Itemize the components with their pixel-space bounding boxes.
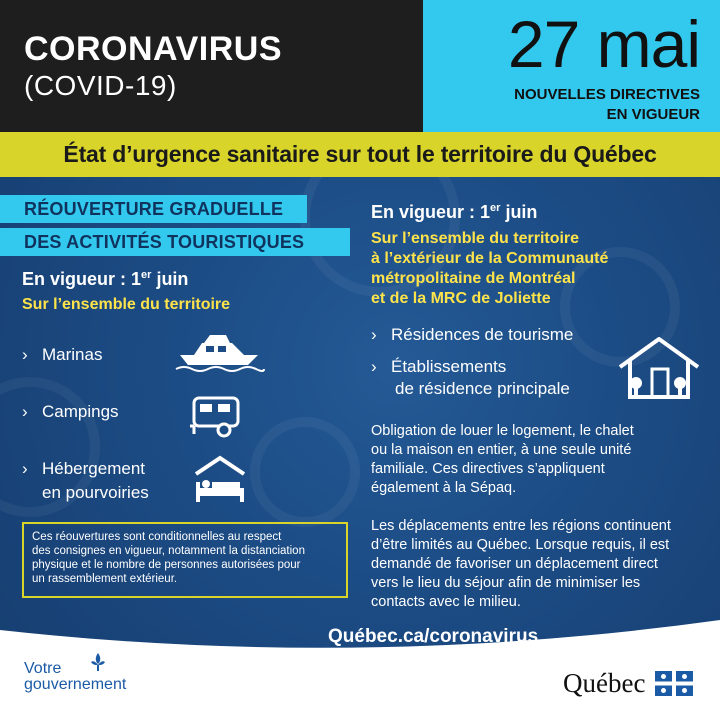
reopening-tag-line-1: RÉOUVERTURE GRADUELLE [0, 195, 307, 223]
bed-tent-icon [192, 454, 248, 504]
footer-votre: Votre [24, 660, 62, 677]
bottom-wave [0, 600, 720, 648]
left-en-vigueur: En vigueur : 1er juin [22, 269, 189, 289]
para1-line: familiale. Ces directives s’appliquent [371, 461, 605, 477]
list-item-marinas: › Marinas [22, 345, 103, 364]
right-scope-line: à l’extérieur de la Communauté [371, 250, 609, 267]
chevron-right-icon: › [22, 402, 28, 421]
note-line: Ces réouvertures sont conditionnelles au respect [32, 531, 282, 543]
list-item-etablissements: › Établissements [371, 357, 507, 376]
directives-line-1: NOUVELLES DIRECTIVES [514, 86, 700, 103]
para2-line: d’être limités au Québec. Lorsque requis, il est [371, 537, 670, 553]
header-title: CORONAVIRUS [24, 30, 282, 68]
para1-line: ou la maison en entier, à une seule unité [371, 442, 632, 458]
chevron-right-icon: › [371, 325, 377, 344]
right-scope-line: et de la MRC de Joliette [371, 290, 551, 307]
header-right-panel [423, 0, 720, 132]
note-line: des consignes en vigueur, notamment la distanciation [32, 545, 305, 557]
virus-decoration [250, 417, 360, 527]
banner-text: État d’urgence sanitaire sur tout le territoire du Québec [63, 141, 657, 167]
fleur-de-lis-icon [90, 652, 106, 672]
conditions-note-box [22, 522, 348, 598]
right-scope-line: Sur l’ensemble du territoire [371, 230, 580, 247]
note-line: physique et le nombre de personnes autorisées pour [32, 559, 301, 571]
main-panel [0, 177, 720, 648]
para2-line: demandé de favoriser un déplacement direct [371, 556, 658, 572]
chevron-right-icon: › [371, 357, 377, 376]
footer [0, 648, 720, 720]
header-subtitle: (COVID-19) [24, 70, 177, 101]
footer-gouvernement: gouvernement [24, 676, 127, 693]
footer-quebec-logo-text: Québec [563, 668, 646, 698]
header-date: 27 mai [507, 7, 700, 81]
note-line: un rassemblement extérieur. [32, 573, 178, 585]
emergency-banner [0, 132, 720, 177]
camper-trailer-icon [188, 394, 246, 438]
para2-line: vers le lieu du séjour afin de minimiser les [371, 575, 641, 591]
para2-line: contacts avec le milieu. [371, 594, 521, 610]
reopening-tag-line-2: DES ACTIVITÉS TOURISTIQUES [0, 228, 350, 256]
para1-line: Obligation de louer le logement, le chalet [371, 423, 634, 439]
right-scope-line: métropolitaine de Montréal [371, 270, 576, 287]
coronavirus-link[interactable]: Québec.ca/coronavirus [328, 626, 539, 647]
list-item-pourvoiries: en pourvoiries [42, 483, 149, 502]
right-en-vigueur: En vigueur : 1er juin [371, 202, 538, 222]
list-item-hebergement: › Hébergement [22, 459, 146, 478]
chevron-right-icon: › [22, 459, 28, 478]
quebec-flag-icon [655, 671, 693, 696]
list-item-campings: › Campings [22, 402, 119, 421]
chevron-right-icon: › [22, 345, 28, 364]
header-left-panel [0, 0, 423, 132]
para2-line: Les déplacements entre les régions continuent [371, 518, 671, 534]
house-icon [614, 333, 704, 403]
list-item-residences-tourisme: › Résidences de tourisme [371, 325, 574, 344]
directives-line-2: EN VIGUEUR [606, 106, 700, 123]
left-scope: Sur l’ensemble du territoire [22, 296, 231, 313]
boat-icon [174, 327, 266, 373]
para1-line: également à la Sépaq. [371, 480, 517, 496]
list-item-residence-principale: de résidence principale [395, 379, 570, 398]
